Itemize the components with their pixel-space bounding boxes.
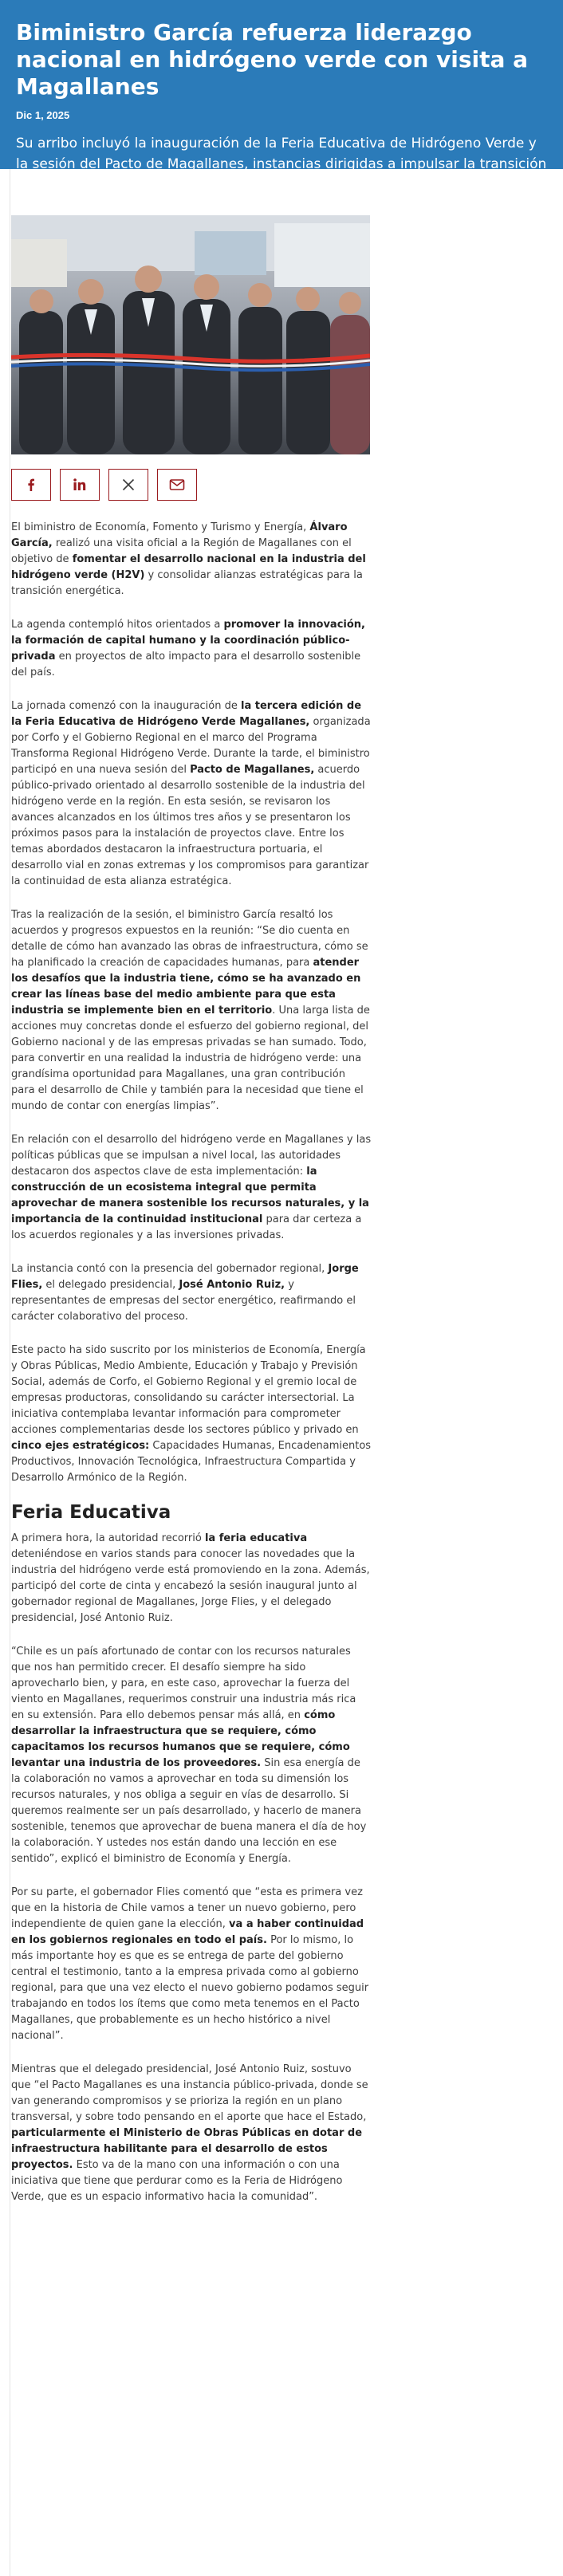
bold-text: la construcción de un ecosistema integral que permita aprovechar de manera sostenible los recursos naturales, y la importancia de la continuidad institucional: [11, 1166, 369, 1225]
text-run: . Una larga lista de acciones muy concretas donde el esfuerzo del gobierno regional, del Gobierno nacional y de las empresas privadas se han sumado. Todo, para convertir en una realidad la industria de hidrógeno verde: una grandísima oportunidad para Magallanes, una gran contribución para el desarrollo de Chile y también para la necesidad que tiene el mundo de contar con energías limpias”.: [11, 1005, 370, 1112]
ribbon-cutting-photo: [11, 215, 370, 454]
facebook-icon: [24, 478, 38, 492]
text-run: Tras la realización de la sesión, el biministro García resaltó los acuerdos y progresos expuestos en la reunión: “Se dio cuenta en detalle de cómo han avanzado las obras de infraestructura, cómo se ha planificado la creación de capacidades humanas, para: [11, 909, 368, 969]
paragraph: [11, 2062, 372, 2205]
bold-text: cinco ejes estratégicos:: [11, 1440, 150, 1452]
text-run: A primera hora, la autoridad recorrió: [11, 1532, 205, 1544]
bold-text: Jorge Flies,: [11, 1263, 359, 1291]
text-run: en proyectos de alto impacto para el desarrollo sostenible del país.: [11, 651, 361, 678]
paragraph: [11, 520, 372, 600]
text-run: acuerdo público-privado orientado al desarrollo sostenible de la industria del hidrógeno verde en la región. En esta sesión, se revisaron los avances alcanzados en los últimos tres años y se presentaron los próximos pasos para la instalación de proyectos clave. Entre los temas abordados destacaron la infraestructura portuaria, el desarrollo vial en zonas extremas y los compromisos para garantizar la continuidad de esta alianza estratégica.: [11, 764, 369, 887]
email-icon: [169, 478, 185, 491]
bold-text: promover la innovación, la formación de capital humano y la coordinación público-privada: [11, 619, 365, 663]
share-bar: [11, 469, 197, 501]
text-run: “Chile es un país afortunado de contar con los recursos naturales que nos han permitido crecer. El desafío siempre ha sido aprovecharlo bien, y para, en este caso, aprovechar la fuerza del viento en Magallanes, requerimos construir una industria más rica en su extensión. Para ello debemos pensar más allá, en: [11, 1646, 356, 1721]
text-run: Por lo mismo, lo más importante hoy es que es se entrega de parte del gobierno central el testimonio, tanto a la empresa privada como al gobierno regional, para que una vez electo el nuevo gobierno podamos seguir trabajando en todos los ítems que como meta tenemos en el Pacto Magallanes, que probablemente es un hecho histórico a nivel nacional”.: [11, 1934, 369, 2042]
bold-text: atender los desafíos que la industria tiene, cómo se ha avanzado en crear las líneas base del medio ambiente para que esta industria se implemente bien en el territorio: [11, 957, 361, 1017]
linkedin-icon: [73, 478, 87, 492]
publish-date: Dic 1, 2025: [16, 109, 70, 121]
text-run: Esto va de la mano con una información o con una iniciativa que tiene que perdurar como es la Feria de Hidrógeno Verde, que es un espacio informativo hacia la comunidad”.: [11, 2159, 343, 2203]
text-run: El biministro de Economía, Fomento y Turismo y Energía,: [11, 521, 310, 533]
section-heading: Feria Educativa: [11, 1502, 171, 1523]
x-icon: [122, 478, 135, 491]
article-lead: Su arribo incluyó la inauguración de la Feria Educativa de Hidrógeno Verde y la sesión del Pacto de Magallanes, instancias dirigidas a impulsar la transición energética y fortalecer la colaboración público-privada en el crecimiento de esta industria.: [16, 136, 547, 214]
text-run: y consolidar alianzas estratégicas para la transición energética.: [11, 569, 363, 597]
text-run: Por su parte, el gobernador Flies comentó que “esta es primera vez que en la historia de Chile vamos a tener un nuevo gobierno, pero independiente de quien gane la elección,: [11, 1886, 363, 1930]
bold-text: particularmente el Ministerio de Obras Públicas en dotar de infraestructura habilitante para el desarrollo de estos proyectos.: [11, 2127, 363, 2171]
paragraph: [11, 1261, 372, 1325]
bold-text: la tercera edición de la Feria Educativa de Hidrógeno Verde Magallanes,: [11, 700, 362, 728]
text-run: Sin esa energía de la colaboración no vamos a aprovechar en toda su dimensión los recursos naturales, y nos obliga a seguir en vías de desarrollo. Si queremos realmente ser un país desarrollado, y hacerlo de manera sostenible, tenemos que aprovechar de buena manera el día de hoy la colaboración. Y ustedes nos están dando una lección en ese sentido”, explicó el biministro de Economía y Energía.: [11, 1757, 367, 1865]
paragraph: [11, 698, 372, 890]
text-run: Capacidades Humanas, Encadenamientos Productivos, Innovación Tecnológica, Infraestructura Compartida y Desarrollo Armónico de la Región.: [11, 1440, 372, 1484]
text-run: La jornada comenzó con la inauguración de: [11, 700, 241, 712]
paragraph: [11, 617, 372, 681]
share-x-button[interactable]: [108, 469, 148, 501]
paragraph: [11, 1644, 372, 1867]
paragraph: [11, 907, 372, 1115]
text-run: organizada por Corfo y el Gobierno Regional en el marco del Programa Transforma Regional Hidrógeno Verde. Durante la tarde, el biministro participó en una nueva sesión del: [11, 716, 371, 776]
text-run: para dar certeza a los acuerdos regionales y a las inversiones privadas.: [11, 1213, 362, 1241]
bold-text: cómo desarrollar la infraestructura que se requiere, cómo capacitamos los recursos humanos que se requiere, cómo levantar una industria de los proveedores.: [11, 1709, 350, 1769]
paragraph: [11, 1132, 372, 1244]
article-header: [0, 0, 563, 214]
bold-text: José Antonio Ruiz,: [179, 1279, 285, 1291]
text-run: La instancia contó con la presencia del gobernador regional,: [11, 1263, 329, 1275]
bold-text: la feria educativa: [204, 1532, 308, 1544]
paragraph: [11, 1343, 372, 1486]
share-linkedin-button[interactable]: [60, 469, 100, 501]
text-run: realizó una visita oficial a la Región de Magallanes con el objetivo de: [11, 537, 352, 565]
text-run: Este pacto ha sido suscrito por los ministerios de Economía, Energía y Obras Públicas, Medio Ambiente, Educación y Trabajo y Previsión Social, además de Corfo, el Gobierno Regional y el gremio local de empresas productoras, consolidando su carácter intersectorial. La iniciativa contemplaba levantar información para comprometer acciones complementarias desde los sectores público y privado en: [11, 1344, 366, 1436]
bold-text: Álvaro García,: [11, 521, 348, 549]
bold-text: fomentar el desarrollo nacional en la industria del hidrógeno verde (H2V): [11, 553, 366, 581]
bold-text: va a haber continuidad en los gobiernos regionales en todo el país.: [11, 1918, 364, 1946]
share-email-button[interactable]: [157, 469, 197, 501]
share-facebook-button[interactable]: [11, 469, 51, 501]
bold-text: Pacto de Magallanes,: [190, 764, 315, 776]
article-title: Biministro García refuerza liderazgo nacional en hidrógeno verde con visita a Magallanes: [16, 19, 529, 100]
text-run: el delegado presidencial,: [42, 1279, 179, 1291]
text-run: deteniéndose en varios stands para conocer las novedades que la industria del hidrógeno verde está promoviendo en la zona. Además, participó del corte de cinta y encabezó la sesión inaugural junto al gobernador regional de Magallanes, Jorge Flies, y el delegado presidencial, José Antonio Ruiz.: [11, 1548, 370, 1624]
text-run: En relación con el desarrollo del hidrógeno verde en Magallanes y las políticas públicas que se impulsan a nivel local, las autoridades destacaron dos aspectos clave de esta implementación:: [11, 1134, 372, 1178]
paragraph: [11, 1885, 372, 2044]
article-body: [11, 520, 372, 2223]
text-run: y representantes de empresas del sector energético, reafirmando el carácter colaborativo del proceso.: [11, 1279, 356, 1323]
text-run: Mientras que el delegado presidencial, José Antonio Ruiz, sostuvo que “el Pacto Magallanes es una instancia público-privada, donde se van generando compromisos y se prioriza la región en un plano transversal, y sobre todo pensando en el aporte que hace el Estado,: [11, 2063, 368, 2123]
text-run: La agenda contempló hitos orientados a: [11, 619, 224, 631]
paragraph: [11, 1531, 372, 1626]
